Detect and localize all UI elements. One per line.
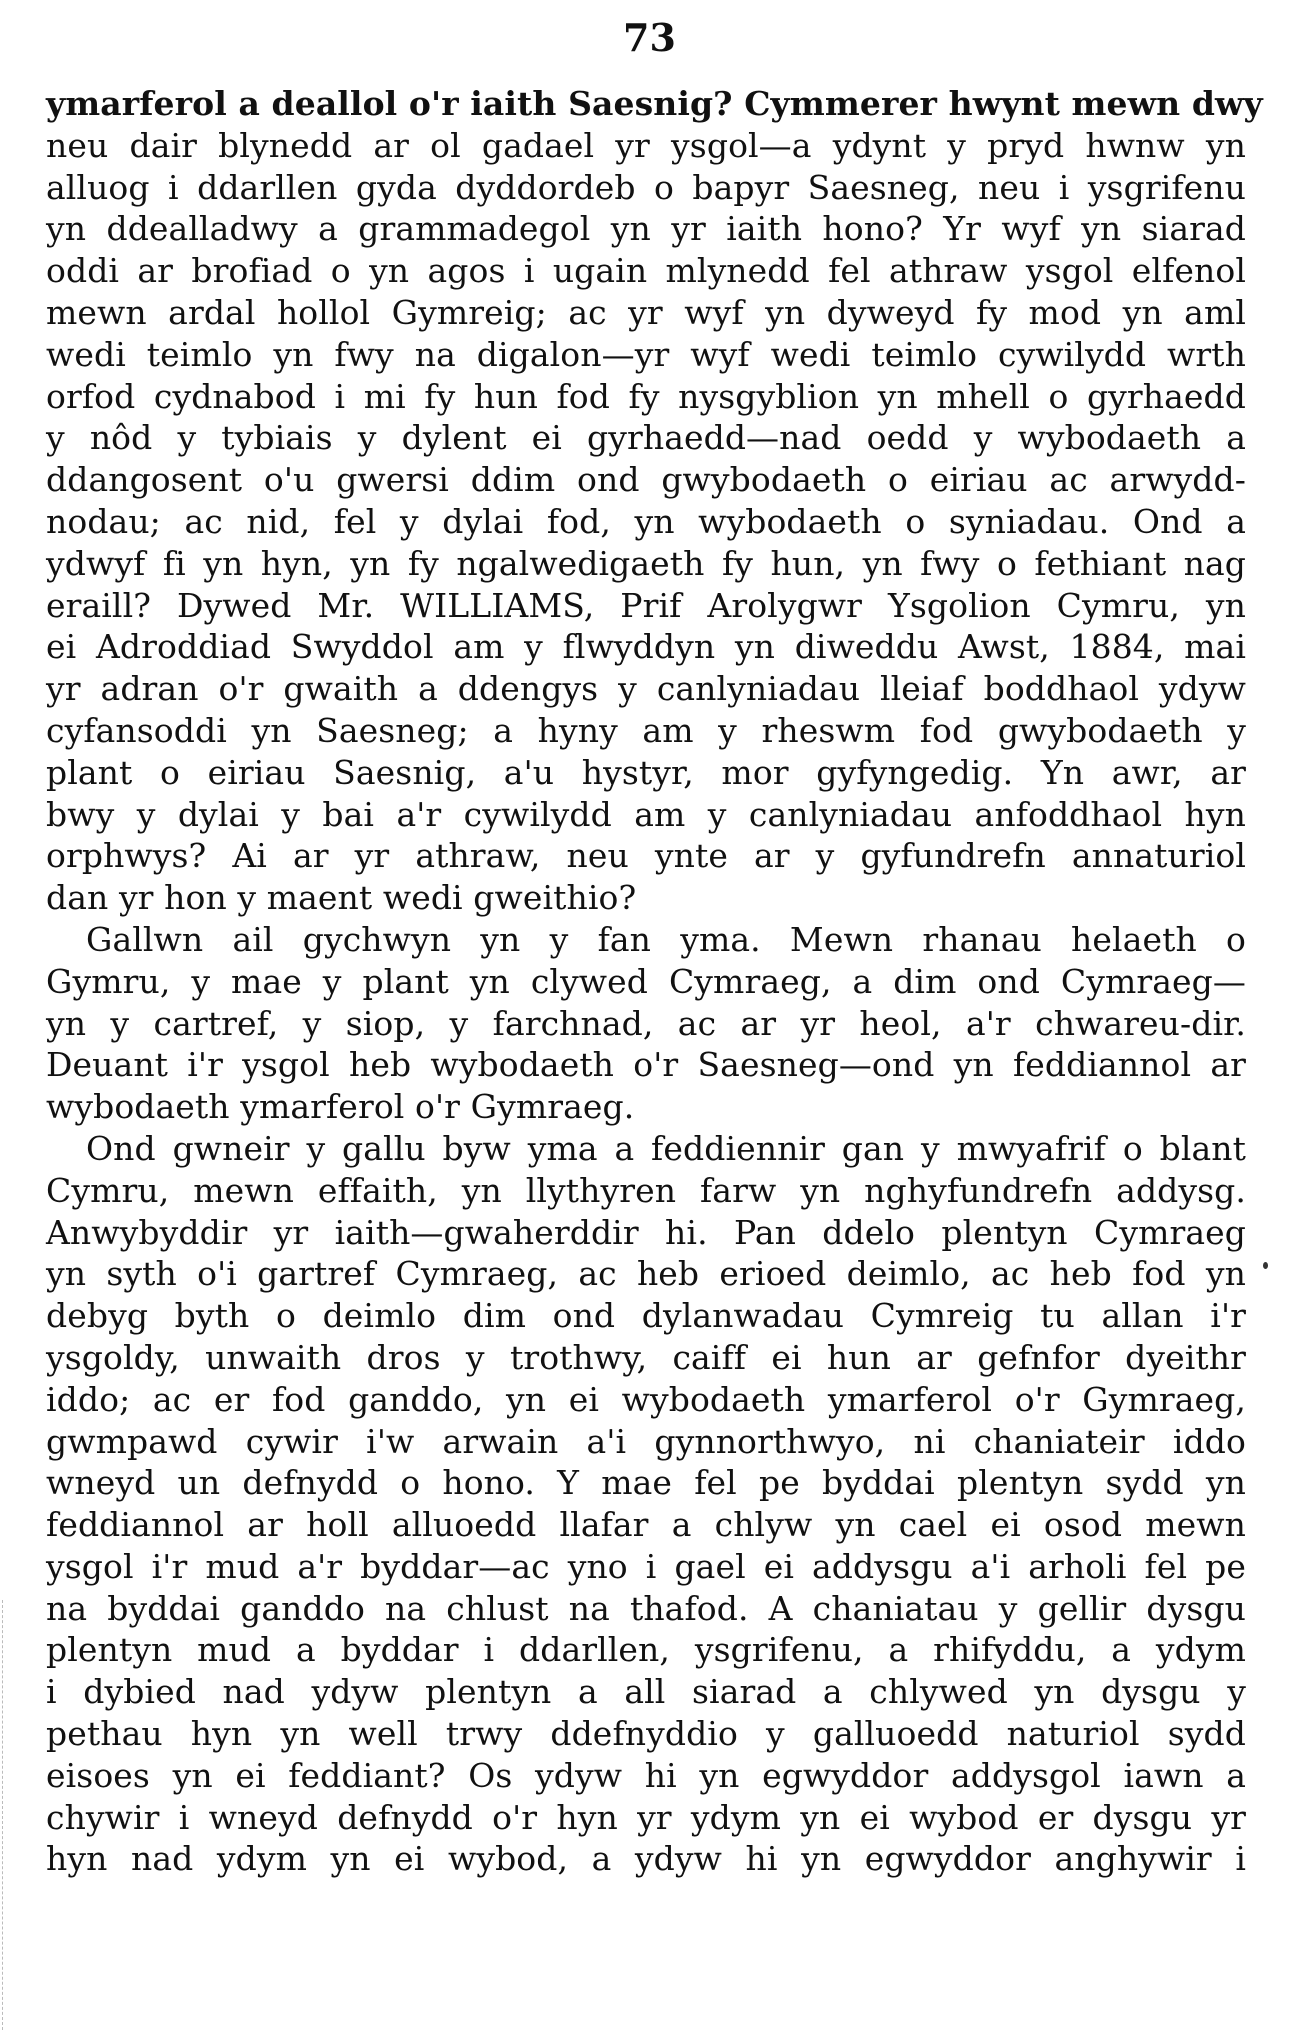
- text-line: wybodaeth ymarferol o'r Gymraeg.: [46, 1087, 635, 1127]
- text-line: oddi ar brofiad o yn agos i ugain mlynedd fel athraw ysgol elfenol: [46, 251, 1246, 291]
- text-line: na byddai ganddo na chlust na thafod. A chaniatau y gellir dysgu: [46, 1588, 1246, 1628]
- text-line: i dybied nad ydyw plentyn a all siarad a chlywed yn dysgu y: [46, 1672, 1246, 1712]
- text-line: yn ddealladwy a grammadegol yn yr iaith hono? Yr wyf yn siarad: [46, 209, 1246, 249]
- text-line: Gymru, y mae y plant yn clywed Cymraeg, a dim ond Cymraeg—: [46, 961, 1246, 1001]
- text-line: feddiannol ar holl alluoedd llafar a chlyw yn cael ei osod mewn: [46, 1505, 1246, 1545]
- text-line: eisoes yn ei feddiant? Os ydyw hi yn egwyddor addysgol iawn a: [46, 1755, 1246, 1795]
- text-line: ysgoldy, unwaith dros y trothwy, caiff ei hun ar gefnfor dyeithr: [46, 1337, 1246, 1377]
- text-line: plant o eiriau Saesnig, a'u hystyr, mor gyfyngedig. Yn awr, ar: [46, 752, 1246, 792]
- text-line: wedi teimlo yn fwy na digalon—yr wyf wedi teimlo cywilydd wrth: [46, 334, 1246, 374]
- text-line: iddo; ac er fod ganddo, yn ei wybodaeth ymarferol o'r Gymraeg,: [46, 1379, 1246, 1419]
- text-line: plentyn mud a byddar i ddarllen, ysgrifenu, a rhifyddu, a ydym: [46, 1630, 1246, 1670]
- text-line: ddangosent o'u gwersi ddim ond gwybodaeth o eiriau ac arwydd-: [46, 460, 1246, 500]
- margin-ink-dot: [1263, 1262, 1268, 1269]
- paragraph-2: [46, 919, 1246, 1128]
- text-line: eraill? Dywed Mr. WILLIAMS, Prif Arolygwr Ysgolion Cymru, yn: [46, 585, 1246, 625]
- text-line: ei Adroddiad Swyddol am y flwyddyn yn diweddu Awst, 1884, mai: [46, 627, 1246, 667]
- text-line: mewn ardal hollol Gymreig; ac yr wyf yn dyweyd fy mod yn aml: [46, 292, 1246, 332]
- body-text: [46, 83, 1263, 1880]
- paragraph-3: [46, 1128, 1246, 1880]
- text-line: hyn nad ydym yn ei wybod, a ydyw hi yn egwyddor anghywir i: [46, 1839, 1246, 1879]
- text-line: bwy y dylai y bai a'r cywilydd am y canlyniadau anfoddhaol hyn: [46, 794, 1246, 834]
- text-line: ydwyf fi yn hyn, yn fy ngalwedigaeth fy hun, yn fwy o fethiant nag: [46, 543, 1246, 583]
- text-line: yr adran o'r gwaith a ddengys y canlyniadau lleiaf boddhaol ydyw: [46, 669, 1246, 709]
- text-line: orfod cydnabod i mi fy hun fod fy nysgyblion yn mhell o gyrhaedd: [46, 376, 1246, 416]
- text-line: debyg byth o deimlo dim ond dylanwadau Cymreig tu allan i'r: [46, 1296, 1246, 1336]
- text-line: y nôd y tybiais y dylent ei gyrhaedd—nad oedd y wybodaeth a: [46, 418, 1246, 458]
- margin-dashed-rule: [2, 1600, 4, 2030]
- text-line: neu dair blynedd ar ol gadael yr ysgol—a ydynt y pryd hwnw yn: [46, 125, 1246, 165]
- text-line: yn syth o'i gartref Cymraeg, ac heb erioed deimlo, ac heb fod yn: [46, 1254, 1246, 1294]
- page-number: 73: [623, 15, 676, 60]
- text-line: wneyd un defnydd o hono. Y mae fel pe byddai plentyn sydd yn: [46, 1463, 1246, 1503]
- text-line: nodau; ac nid, fel y dylai fod, yn wybodaeth o syniadau. Ond a: [46, 501, 1246, 541]
- text-line: ysgol i'r mud a'r byddar—ac yno i gael ei addysgu a'i arholi fel pe: [46, 1546, 1246, 1586]
- text-line: Cymru, mewn effaith, yn llythyren farw yn nghyfundrefn addysg.: [46, 1170, 1246, 1210]
- text-line: gwmpawd cywir i'w arwain a'i gynnorthwyo, ni chaniateir iddo: [46, 1421, 1246, 1461]
- text-line: yn y cartref, y siop, y farchnad, ac ar yr heol, a'r chwareu-dir.: [46, 1003, 1246, 1043]
- text-line: Deuant i'r ysgol heb wybodaeth o'r Saesneg—ond yn feddiannol ar: [46, 1045, 1246, 1085]
- text-line: chywir i wneyd defnydd o'r hyn yr ydym yn ei wybod er dysgu yr: [46, 1797, 1246, 1837]
- text-line: Gallwn ail gychwyn yn y fan yma. Mewn rhanau helaeth o: [86, 919, 1246, 959]
- text-line: orphwys? Ai ar yr athraw, neu ynte ar y gyfundrefn annaturiol: [46, 836, 1246, 876]
- text-line: cyfansoddi yn Saesneg; a hyny am y rheswm fod gwybodaeth y: [46, 710, 1246, 750]
- text-line: dan yr hon y maent wedi gweithio?: [46, 878, 637, 918]
- text-line: ymarferol a deallol o'r iaith Saesnig? Cymmerer hwynt mewn dwy: [46, 84, 1263, 123]
- paragraph-1: [46, 125, 1246, 919]
- text-line: pethau hyn yn well trwy ddefnyddio y galluoedd naturiol sydd: [46, 1714, 1246, 1754]
- paragraph-1-opening: [46, 83, 1263, 125]
- text-line: alluog i ddarllen gyda dyddordeb o bapyr Saesneg, neu i ysgrifenu: [46, 167, 1246, 207]
- text-line: Ond gwneir y gallu byw yma a feddiennir gan y mwyafrif o blant: [86, 1128, 1246, 1168]
- text-line: Anwybyddir yr iaith—gwaherddir hi. Pan ddelo plentyn Cymraeg: [46, 1212, 1246, 1252]
